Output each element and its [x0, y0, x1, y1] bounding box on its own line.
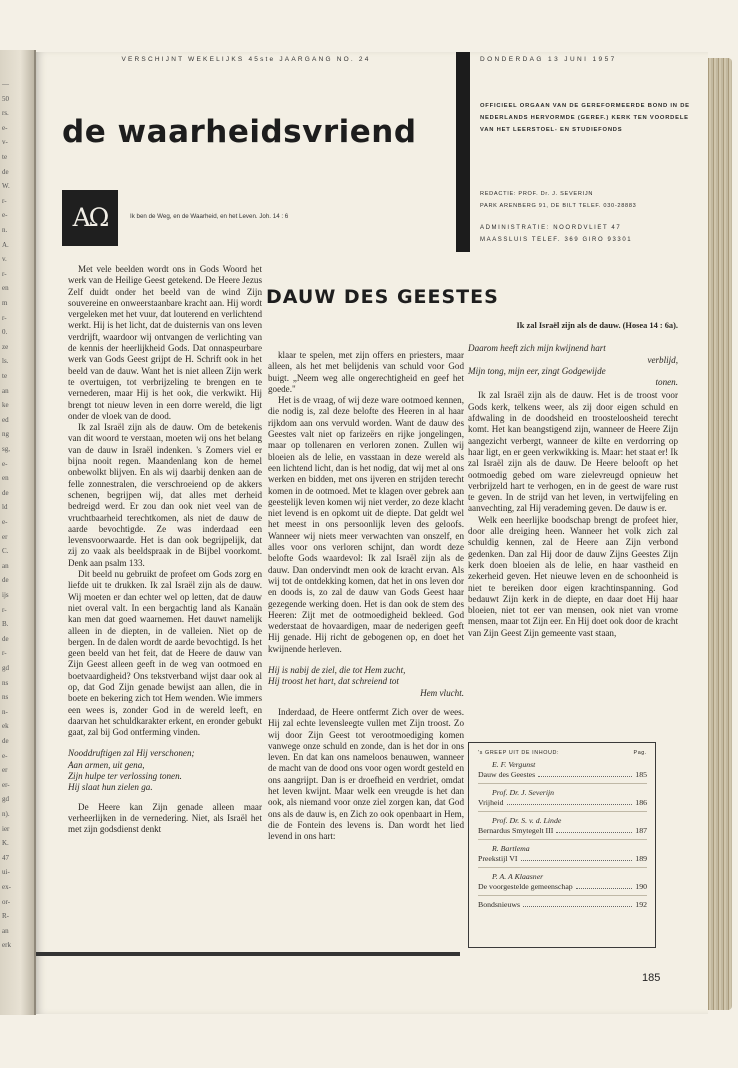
paragraph: Inderdaad, de Heere ontfermt Zich over de wees. Hij zal echte levensleegte vullen met Zijn troost. Zo wij door Zijn Geest tot verootmoediging komen vanwege onze schuld en zonde, dan is het dor in ons leven. En dat kan ons nameloos benauwen, wanneer de macht van de dood ons voor ogen wordt gesteld en ons aangrijpt. Dan is er droefheid en verdriet, omdat het leven kwijnt. Maar welk een vreugde is het dan ook, als niemand voor onze ziel zorgen kan, dat God ons als de dauw is, en Zich zo ook openbaart in Hem, die de Fontein des levens is. Dan wordt het lied levend in ons hart: [268, 706, 464, 842]
footer-rule [36, 952, 460, 956]
toc-entry-title: De voorgestelde gemeenschap [478, 882, 573, 891]
poem-line: verblijd, [647, 354, 678, 365]
left-page-fragment: ns [2, 678, 9, 687]
left-page-fragment: an [2, 926, 9, 935]
left-page-fragment: n- [2, 707, 8, 716]
paragraph: Met vele beelden wordt ons in Gods Woord het werk van de Heilige Geest getekend. De Heere Jezus Zelf duidt onder het beeld van de wind Zijn souvereine en onweerstaanbare kracht aan. Hij wordt vergeleken met het vuur, dat louterend en verlichtend werkt. Hij is het licht, dat de duisternis van ons leven verdrijft, waardoor wij ontvangen de verlichting van de kennis der heerlijkheid Gods. Dat onnaspeurbare werk van Gods Geest grijpt de H. Schrift ook in het beeld van de dauw. Want het is niet alleen Zijn werk te overtuigen, tot verbrijzeling te brengen en te vernederen, maar Hij is het ook, die verkwikt. Hij brengt tot nieuw leven in een dorre wereld, die ligt onder de vloek van de dood. [68, 264, 262, 421]
left-page-fragment: e- [2, 459, 8, 468]
alpha-omega-logo: AΩ [62, 190, 118, 246]
editor-address-line: PARK ARENBERG 91, DE BILT TELEF. 030-28883 [480, 203, 637, 209]
left-page-fragment: er [2, 766, 8, 775]
left-page-fragment: K. [2, 839, 9, 848]
article-column-3 [468, 320, 678, 639]
toc-separator [478, 895, 647, 896]
poem-line: tonen. [655, 377, 678, 388]
poem-line: Daarom heeft zich mijn kwijnend hart [468, 343, 606, 354]
left-page-fragment: — [2, 80, 9, 88]
toc-entry-title: Dauw des Geestes [478, 770, 536, 779]
poem-line: Mijn tong, mijn eer, zingt Godgewijde [468, 365, 606, 376]
toc-entry-author: Prof. Dr. S. v. d. Linde [492, 816, 562, 825]
left-page-fragment: A. [2, 240, 9, 249]
left-page-fragment: ier [2, 824, 10, 833]
admin-phone-line: MAASSLUIS TELEF. 369 GIRO 93301 [480, 237, 633, 243]
left-page-fragment: 47 [2, 853, 9, 862]
left-page-fragment: ls. [2, 357, 9, 366]
toc-entry [478, 872, 647, 896]
left-page-fragment: de [2, 488, 9, 497]
left-page-fragment: r- [2, 269, 7, 278]
official-organ-text: OFFICIEEL ORGAAN VAN DE GEREFORMEERDE BOND IN DE NEDERLANDS HERVORMDE (GEREF.) KERK TEN VOORDELE VAN HET LEERSTOEL- EN STUDIEFONDS [480, 103, 690, 133]
left-page-fragment: ld [2, 503, 8, 512]
left-page-fragment: de [2, 167, 9, 176]
toc-separator [478, 783, 647, 784]
toc-separator [478, 811, 647, 812]
left-page-fragment: er [2, 532, 8, 541]
toc-entry-title: Bondsnieuws [478, 900, 521, 909]
masthead-title: de waarheidsvriend [62, 114, 417, 150]
left-page-fragment: ijs [2, 591, 9, 599]
table-of-contents [468, 742, 656, 948]
left-page-fragment: C. [2, 547, 9, 556]
page-stack-edge [706, 58, 732, 1010]
left-page-fragment: 50 [2, 94, 9, 103]
toc-leader [507, 798, 633, 805]
left-page-fragment: n). [2, 810, 10, 818]
left-page-fragment: ke [2, 401, 9, 410]
left-page-fragment: de [2, 634, 9, 643]
article-column-2 [268, 350, 464, 842]
magazine-page [36, 52, 708, 1014]
toc-entry-author: E. F. Vergunst [492, 760, 536, 769]
left-page-fragment: R- [2, 912, 9, 921]
left-page-fragment: e- [2, 211, 8, 220]
administration-address [480, 222, 632, 246]
left-page-fragment: B. [2, 620, 9, 629]
toc-entry-title: Vrijheid [478, 798, 504, 807]
poem-line: Nooddruftigen zal Hij verschonen; [68, 748, 195, 759]
left-page-fragment: erk [2, 941, 11, 950]
toc-leader [523, 900, 632, 907]
toc-entry [478, 844, 647, 868]
poem-line: Hij is nabij de ziel, die tot Hem zucht, [268, 665, 406, 676]
psalm-quote [68, 748, 262, 793]
toc-entry [478, 760, 647, 784]
editor-line: REDACTIE: PROF. Dr. J. SEVERIJN [480, 191, 594, 197]
poem-line: Hij slaat hun zielen ga. [68, 782, 153, 793]
header-divider-bar [456, 52, 470, 252]
article-title: DAUW DES GEESTES [266, 286, 499, 308]
left-page-fragment: en [2, 474, 9, 483]
toc-heading: 's GREEP UIT DE INHOUD: [478, 750, 560, 756]
paragraph: Het is de vraag, of wij deze ware ootmoed kennen, die nodig is, zal deze belofte des Heeren in al haar rijkdom aan ons vervuld worden. Want de dauw des Geestes valt niet op farizeërs en rijke jongelingen, maar op tollenaren en verloren zonen. Zullen wij bloeien als de lelie, en vasstaan in deze wereld als een lichtend licht, dan is het nodig, dat wij met al ons werken en bidden, met ons ijveren en strijden terecht komen in de ootmoed. Met te klagen over gebrek aan geestelijk leven komen wij niet verder, zo deze klacht niet levend is en opkomt uit de diepte. Dat geldt wel het meest in ons persoonlijk leven des geloofs. Wanneer wij niets meer verwachten van onszelf, en alles voor ons verloren schijnt, dan wordt deze belofte Gods waardevol: Ik zal Israël zijn als de dauw. Dan ondervindt men ook de kracht ervan. Als wij tot de ontdekking komen, dat het in ons leven dor en doods is, zo zal de dauw van Gods Geest haar gezegende werking doen. Het is dan ook de stem des Heeren: Zijt met de ootmoedigheid bekleed. God wederstaat de hovaardigen, maar de nederigen geeft Hij genade. Hij richt de gebogenen op, en doet het kwijnende herleven. [268, 395, 464, 654]
paragraph: Dit beeld nu gebruikt de profeet om Gods zorg en liefde uit te drukken. Ik zal Israël zijn als de dauw. Wij moeten er dan echter wel op letten, dat de dauw niet overal valt. In een bergachtig land als Kanaän kan men dat goed waarnemen. Het dauwt namelijk alleen in de diepten, in de valleien. Niet op de bergen. In de dalen wordt de aarde bevochtigd. Is het geen beeld van het feit, dat de Heere de dauw van Zijn Geest alleen geeft in de weg van ootmoed en boetvaardigheid? Ons tekstverband wijst daar ook al op, dat God Zijn genade bewijst aan allen, die in boete en bekering zich tot Hem wenden. Wie immers een wees is, zonder God in de wereld leeft, en daarvan het schuldkarakter erkent, en eronder gebukt gaat, zal bij God ontferming vinden. [68, 569, 262, 738]
toc-entry-page: 192 [635, 900, 647, 909]
issue-date: DONDERDAG 13 JUNI 1957 [480, 56, 617, 63]
left-page-fragment: e- [2, 123, 8, 132]
left-page-fragment: e- [2, 518, 8, 526]
left-page-fragment: ns [2, 693, 9, 702]
toc-page-label: Pag. [633, 750, 647, 756]
psalm-quote [468, 343, 678, 388]
toc-entry-page: 190 [635, 882, 647, 891]
left-page-fragment: r- [2, 605, 7, 614]
left-page-fragment: ed [2, 415, 9, 424]
toc-separator [478, 867, 647, 868]
toc-entry-page: 185 [635, 770, 647, 779]
toc-entry [478, 788, 647, 812]
toc-entry [478, 816, 647, 840]
article-column-1 [68, 264, 262, 836]
left-page-fragment: sg, [2, 445, 10, 453]
poem-line: Aan armen, uit gena, [68, 759, 145, 770]
left-page-fragment: ui- [2, 868, 10, 877]
paragraph: Welk een heerlijke boodschap brengt de profeet hier, door alle dreiging heen. Wanneer het volk zich zal schuldig kennen, zal de Heere aan Zijn verbond gedenken. Dan zal Hij door de dauw Zijns Geestes Zijn kerk doen bloeien als de lelie, en haar vastheid en zekerheid geven. Het nieuwe leven en de schoonheid is niet te bereiken door eigen krachtinspanning. God bedauwt Zijn kerk in de diepte, en daar doet Hij haar bloeien, niet tot eer van mensen, ook niet van vrome mensen, maar tot Zijn eer. En Hij doet ook door de kracht van Zijn Geest Zijn gemeente vast staan, [468, 514, 678, 638]
left-page-fragment: te [2, 153, 8, 161]
admin-line: ADMINISTRATIE: NOORDVLIET 47 [480, 225, 622, 231]
toc-entry-title: Preekstijl VI [478, 854, 518, 863]
toc-entry-author: P. A. A Klaasner [492, 872, 544, 881]
left-page-fragment: rs. [2, 109, 9, 118]
paragraph: Ik zal Israël zijn als de dauw. Om de betekenis van dit woord te verstaan, moeten wij ons het belang van de dauw in Israël indenken. 's Zomers viel er bijna nooit regen. Maandenlang kon de hemel onbewolkt blijven. En als wij daarbij denken aan de felle zonnestralen, die verschroeiend op de akkers schenen, begrijpen wij, dat alles met derheid bedreigd werd. Er zou dan ook niet veel van de vruchtbaarheid terechtkomen, als niet de dauw de aarde bevochtigde. Ze was inderdaad een levensvoorwaarde. Het is dan ook begrijpelijk, dat zij zo vaak als beeldspraak in de Bijbel voorkomt. Denk aan psalm 133. [68, 422, 262, 568]
left-page-fragment: ze [2, 342, 9, 351]
scripture-reference: Ik zal Israël zijn als de dauw. (Hosea 14 : 6a). [516, 321, 678, 330]
left-page-fragment: ek [2, 722, 9, 731]
left-page-fragment: de [2, 737, 9, 745]
toc-leader [521, 854, 633, 861]
motto-text: Ik ben de Weg, en de Waarheid, en het Leven. Joh. 14 : 6 [130, 213, 289, 220]
toc-separator [478, 839, 647, 840]
toc-header [478, 750, 647, 756]
left-page-fragment: te [2, 372, 8, 380]
left-page-fragment: r- [2, 313, 7, 322]
toc-leader [556, 826, 632, 833]
publication-strip: VERSCHIJNT WEKELIJKS 45ste JAARGANG NO. 24 [121, 56, 371, 63]
left-page-fragment: gd [2, 795, 9, 804]
toc-entry-page: 186 [635, 798, 647, 807]
toc-entry-title: Bernardus Smytegelt III [478, 826, 554, 835]
psalm-quote [268, 665, 464, 699]
poem-line: Zijn hulpe ter verlossing tonen. [68, 771, 182, 782]
toc-leader [538, 770, 632, 777]
left-page-fragment: en [2, 284, 9, 293]
left-page-fragment: v- [2, 138, 8, 147]
adjacent-page-edge [0, 50, 36, 1015]
toc-entry-author: R. Bartlema [492, 844, 530, 853]
left-page-fragment: n. [2, 226, 8, 234]
paragraph: klaar te spelen, met zijn offers en priesters, maar alleen, als het met belijdenis van schuld voor God buigt. „Neem weg alle ongerechtigheid en geef het goede." [268, 350, 464, 394]
left-page-fragment: m [2, 299, 8, 307]
poem-line: Hij troost het hart, dat schreiend tot [268, 676, 399, 687]
poem-line: Hem vlucht. [420, 687, 464, 698]
left-page-fragment: ng [2, 430, 9, 439]
editorial-address [480, 188, 636, 212]
paragraph: Ik zal Israël zijn als de dauw. Het is de troost voor Gods kerk, telkens weer, als zij door eigen schuld en afdwaling in de doodsheid en troosteloosheid terecht komt. Het kan beangstigend zijn, wanneer de Heere Zijn aangezicht verbergt, wanneer de kilte en verdorring op haar ligt, en er geen verkwikking is. Maar: het staat er! Ik zal Israël zijn als de dauw. De Heere belooft op het ootmoedig gebed om ware zielevreugd opnieuw het verbrijzeld hart te verhogen, en in de geest de ware rust te geven. In de strijd van het leven, in vertwijfeling en aanvechting, zal Hij verademing geven. De dauw is er. [468, 390, 678, 514]
page-number: 185 [642, 972, 661, 984]
toc-entry-page: 189 [635, 854, 647, 863]
left-page-fragment: v. [2, 255, 7, 264]
left-page-fragment: gd [2, 664, 9, 672]
left-page-fragment: an [2, 386, 9, 395]
left-page-fragment: er- [2, 780, 10, 789]
toc-entry [478, 900, 647, 910]
left-page-fragment: W. [2, 182, 10, 191]
toc-leader [576, 882, 633, 889]
left-page-fragment: r- [2, 196, 7, 205]
toc-entry-author: Prof. Dr. J. Severijn [492, 788, 555, 797]
left-page-fragment: r- [2, 649, 7, 658]
left-page-fragment: 0. [2, 328, 8, 337]
paragraph: De Heere kan Zijn genade alleen maar verheerlijken in de vernedering. Niet, als Israël het met zijn godsdienst denkt [68, 801, 262, 835]
left-page-fragment: or- [2, 897, 11, 906]
left-page-fragment: de [2, 576, 9, 585]
left-page-fragment: an [2, 561, 9, 570]
left-page-fragment: ex- [2, 883, 11, 891]
toc-entry-page: 187 [635, 826, 647, 835]
left-page-fragment: e- [2, 751, 8, 760]
